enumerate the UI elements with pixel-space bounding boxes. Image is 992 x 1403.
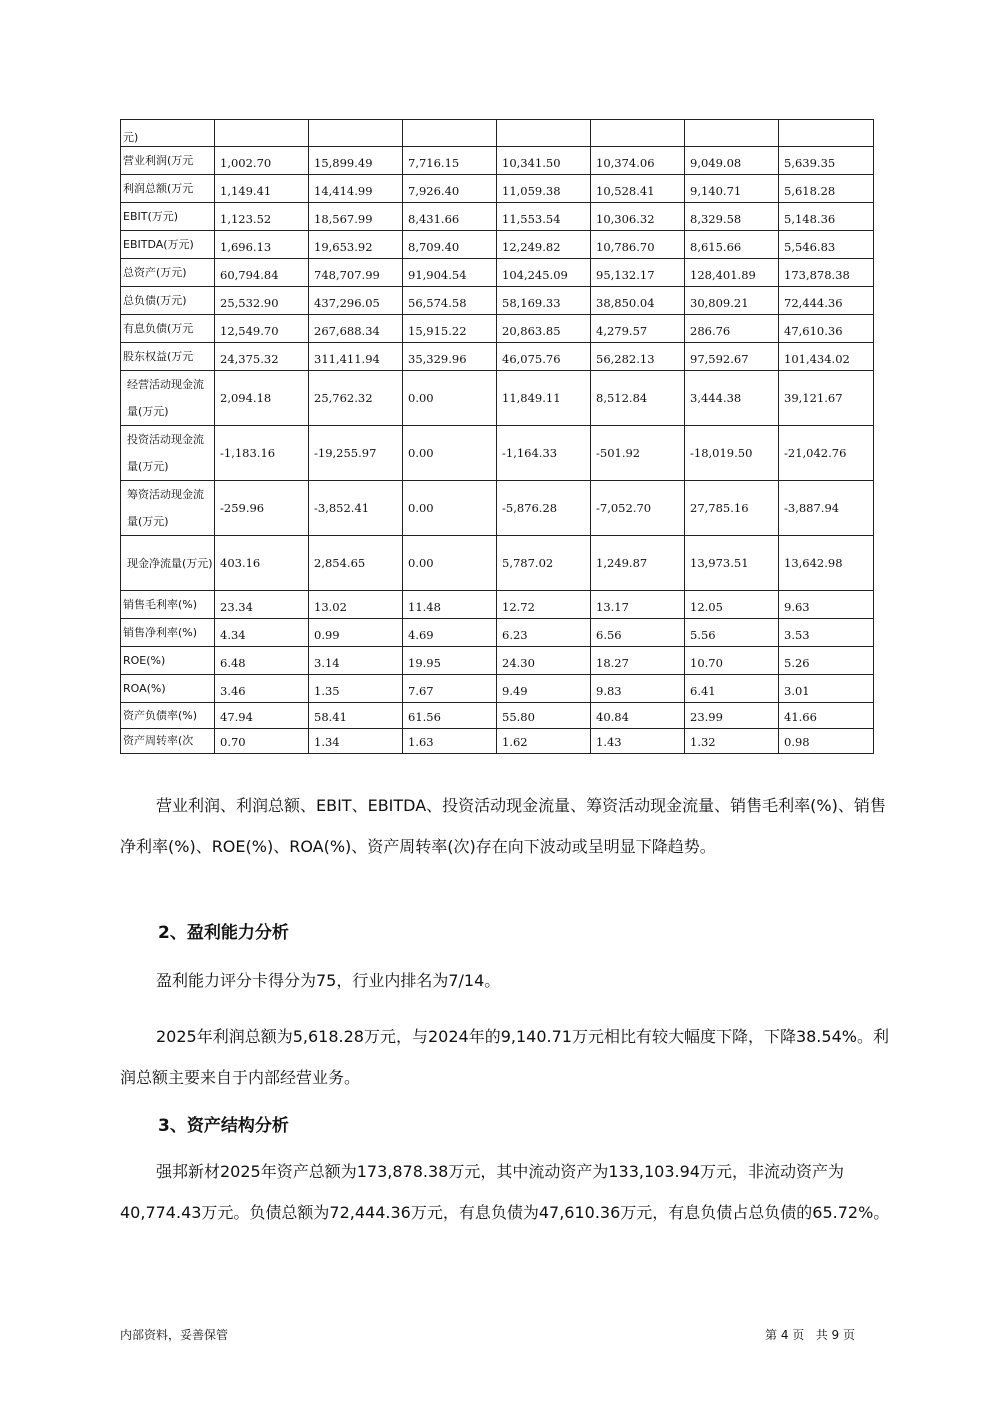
table-cell: 56,574.58 <box>403 287 497 315</box>
table-cell <box>309 120 403 147</box>
table-cell: 24.30 <box>497 647 591 675</box>
table-cell: 5,787.02 <box>497 536 591 591</box>
table-cell: 286.76 <box>685 315 779 343</box>
table-cell: 311,411.94 <box>309 343 403 371</box>
table-cell: 11,059.38 <box>497 175 591 203</box>
table-cell: 11.48 <box>403 591 497 619</box>
table-cell: 748,707.99 <box>309 259 403 287</box>
table-cell: 55.80 <box>497 703 591 729</box>
table-cell: 1.35 <box>309 675 403 703</box>
table-row <box>121 729 874 754</box>
profit-score-paragraph: 盈利能力评分卡得分为75，行业内排名为7/14。 <box>156 971 501 990</box>
table-row <box>121 343 874 371</box>
table-cell: 267,688.34 <box>309 315 403 343</box>
table-row <box>121 175 874 203</box>
table-cell: 1,249.87 <box>591 536 685 591</box>
table-cell: -3,852.41 <box>309 481 403 536</box>
table-cell: 3.01 <box>779 675 874 703</box>
table-cell: 27,785.16 <box>685 481 779 536</box>
table-cell: 1.34 <box>309 729 403 754</box>
row-label: 总资产(万元) <box>121 259 215 287</box>
table-cell: 0.00 <box>403 426 497 481</box>
row-label: 经营活动现金流量(万元) <box>121 371 215 426</box>
table-row <box>121 203 874 231</box>
row-label: 筹资活动现金流量(万元) <box>121 481 215 536</box>
table-cell: 1.62 <box>497 729 591 754</box>
table-cell: 23.99 <box>685 703 779 729</box>
table-cell: 9,049.08 <box>685 147 779 175</box>
table-cell: 0.00 <box>403 481 497 536</box>
row-label: 资产负债率(%) <box>121 703 215 729</box>
table-cell: 1,002.70 <box>215 147 309 175</box>
table-cell: 173,878.38 <box>779 259 874 287</box>
table-cell: 1.63 <box>403 729 497 754</box>
row-label: EBIT(万元) <box>121 203 215 231</box>
table-cell: 58.41 <box>309 703 403 729</box>
table-cell: -1,183.16 <box>215 426 309 481</box>
table-cell: 0.00 <box>403 536 497 591</box>
table-cell: 18,567.99 <box>309 203 403 231</box>
table-cell <box>591 120 685 147</box>
table-cell: 101,434.02 <box>779 343 874 371</box>
table-cell: 10,306.32 <box>591 203 685 231</box>
table-row <box>121 675 874 703</box>
profit-analysis-heading: 2、盈利能力分析 <box>158 923 289 943</box>
table-cell: 13.02 <box>309 591 403 619</box>
row-label: 现金净流量(万元) <box>121 536 215 591</box>
row-label: 投资活动现金流量(万元) <box>121 426 215 481</box>
table-cell: 1,149.41 <box>215 175 309 203</box>
table-cell: 7.67 <box>403 675 497 703</box>
row-label: 利润总额(万元 <box>121 175 215 203</box>
table-cell: 5.26 <box>779 647 874 675</box>
table-cell: 8,329.58 <box>685 203 779 231</box>
table-row <box>121 703 874 729</box>
table-cell: 5,148.36 <box>779 203 874 231</box>
table-cell: 12,249.82 <box>497 231 591 259</box>
table-cell: 35,329.96 <box>403 343 497 371</box>
table-cell: 56,282.13 <box>591 343 685 371</box>
row-label: ROA(%) <box>121 675 215 703</box>
table-row <box>121 259 874 287</box>
table-cell: 1.32 <box>685 729 779 754</box>
table-row <box>121 371 874 426</box>
table-cell: 8,615.66 <box>685 231 779 259</box>
table-cell: 20,863.85 <box>497 315 591 343</box>
table-row <box>121 481 874 536</box>
table-cell: 40.84 <box>591 703 685 729</box>
row-label: 营业利润(万元 <box>121 147 215 175</box>
table-cell: 9,140.71 <box>685 175 779 203</box>
table-cell: 6.41 <box>685 675 779 703</box>
row-label: 销售毛利率(%) <box>121 591 215 619</box>
table-cell: 8,512.84 <box>591 371 685 426</box>
table-cell: 13,642.98 <box>779 536 874 591</box>
table-row <box>121 315 874 343</box>
row-label: 销售净利率(%) <box>121 619 215 647</box>
table-cell: 10,374.06 <box>591 147 685 175</box>
table-cell: 5,546.83 <box>779 231 874 259</box>
table-cell: 1,123.52 <box>215 203 309 231</box>
table-cell: 5,639.35 <box>779 147 874 175</box>
table-cell: 12,549.70 <box>215 315 309 343</box>
financial-indicators-table <box>120 119 874 754</box>
table-cell: 95,132.17 <box>591 259 685 287</box>
table-cell: -501.92 <box>591 426 685 481</box>
table-cell: 15,915.22 <box>403 315 497 343</box>
table-cell: 47.94 <box>215 703 309 729</box>
row-label: 有息负债(万元 <box>121 315 215 343</box>
table-cell: 2,854.65 <box>309 536 403 591</box>
table-row <box>121 591 874 619</box>
table-cell: 2,094.18 <box>215 371 309 426</box>
table-cell: 61.56 <box>403 703 497 729</box>
table-cell: 19.95 <box>403 647 497 675</box>
table-cell: 97,592.67 <box>685 343 779 371</box>
table-cell: 7,926.40 <box>403 175 497 203</box>
table-cell: 437,296.05 <box>309 287 403 315</box>
table-cell: 38,850.04 <box>591 287 685 315</box>
table-cell: -19,255.97 <box>309 426 403 481</box>
table-cell: 24,375.32 <box>215 343 309 371</box>
table-cell: 10,341.50 <box>497 147 591 175</box>
table-cell: 30,809.21 <box>685 287 779 315</box>
table-cell <box>403 120 497 147</box>
table-cell: 3.14 <box>309 647 403 675</box>
table-cell: 60,794.84 <box>215 259 309 287</box>
table-cell <box>215 120 309 147</box>
table-cell: 403.16 <box>215 536 309 591</box>
table-cell: 9.63 <box>779 591 874 619</box>
table-cell: 9.83 <box>591 675 685 703</box>
table-cell: 11,553.54 <box>497 203 591 231</box>
table-cell: 5.56 <box>685 619 779 647</box>
row-label: ROE(%) <box>121 647 215 675</box>
table-cell: 15,899.49 <box>309 147 403 175</box>
footer-confidential: 内部资料，妥善保管 <box>120 1328 229 1342</box>
table-row <box>121 536 874 591</box>
table-cell: 72,444.36 <box>779 287 874 315</box>
row-label: 总负债(万元) <box>121 287 215 315</box>
table-cell: 8,431.66 <box>403 203 497 231</box>
table-cell: 0.98 <box>779 729 874 754</box>
table-cell: 23.34 <box>215 591 309 619</box>
table-cell: 3,444.38 <box>685 371 779 426</box>
table-cell: 3.53 <box>779 619 874 647</box>
table-cell: 5,618.28 <box>779 175 874 203</box>
table-cell: 0.70 <box>215 729 309 754</box>
table-cell: -21,042.76 <box>779 426 874 481</box>
row-label: EBITDA(万元) <box>121 231 215 259</box>
asset-structure-heading: 3、资产结构分析 <box>158 1116 289 1136</box>
table-row <box>121 287 874 315</box>
row-label: 资产周转率(次 <box>121 729 215 754</box>
table-cell: 13.17 <box>591 591 685 619</box>
table-cell: 46,075.76 <box>497 343 591 371</box>
table-cell <box>685 120 779 147</box>
table-cell: 10,528.41 <box>591 175 685 203</box>
footer-page-number: 第 4 页 共 9 页 <box>765 1328 855 1342</box>
table-cell: -1,164.33 <box>497 426 591 481</box>
table-cell: 25,762.32 <box>309 371 403 426</box>
table-cell: 47,610.36 <box>779 315 874 343</box>
table-cell: 11,849.11 <box>497 371 591 426</box>
table-row <box>121 619 874 647</box>
table-cell: 4.69 <box>403 619 497 647</box>
table-cell: 4.34 <box>215 619 309 647</box>
table-cell: 6.23 <box>497 619 591 647</box>
table-cell <box>497 120 591 147</box>
table-row <box>121 120 874 147</box>
asset-detail-paragraph: 强邦新材2025年资产总额为173,878.38万元，其中流动资产为133,103.94万元，非流动资产为40,774.43万元。负债总额为72,444.36万元，有息负债为47,610.36万元，有息负债占总负债的65.72%。 <box>120 1162 890 1222</box>
table-row <box>121 231 874 259</box>
table-row <box>121 647 874 675</box>
table-cell: 6.48 <box>215 647 309 675</box>
table-cell: -7,052.70 <box>591 481 685 536</box>
table-cell: 7,716.15 <box>403 147 497 175</box>
table-cell: 4,279.57 <box>591 315 685 343</box>
profit-detail-paragraph: 2025年利润总额为5,618.28万元，与2024年的9,140.71万元相比有较大幅度下降，下降38.54%。利润总额主要来自于内部经营业务。 <box>120 1027 889 1087</box>
table-cell: 39,121.67 <box>779 371 874 426</box>
table-cell: 8,709.40 <box>403 231 497 259</box>
table-row <box>121 147 874 175</box>
row-label: 元) <box>121 120 215 147</box>
table-cell: -5,876.28 <box>497 481 591 536</box>
table-cell: 0.99 <box>309 619 403 647</box>
table-cell: 41.66 <box>779 703 874 729</box>
table-cell: -18,019.50 <box>685 426 779 481</box>
table-cell: 91,904.54 <box>403 259 497 287</box>
table-cell: 12.05 <box>685 591 779 619</box>
table-row <box>121 426 874 481</box>
table-cell: -259.96 <box>215 481 309 536</box>
table-cell: 0.00 <box>403 371 497 426</box>
table-cell: -3,887.94 <box>779 481 874 536</box>
table-cell: 12.72 <box>497 591 591 619</box>
table-cell: 10,786.70 <box>591 231 685 259</box>
table-cell: 19,653.92 <box>309 231 403 259</box>
table-cell: 14,414.99 <box>309 175 403 203</box>
row-label: 股东权益(万元 <box>121 343 215 371</box>
table-cell: 13,973.51 <box>685 536 779 591</box>
table-cell: 58,169.33 <box>497 287 591 315</box>
table-cell <box>779 120 874 147</box>
table-cell: 3.46 <box>215 675 309 703</box>
table-cell: 18.27 <box>591 647 685 675</box>
table-cell: 1.43 <box>591 729 685 754</box>
table-cell: 25,532.90 <box>215 287 309 315</box>
table-cell: 10.70 <box>685 647 779 675</box>
table-cell: 6.56 <box>591 619 685 647</box>
table-cell: 1,696.13 <box>215 231 309 259</box>
table-cell: 104,245.09 <box>497 259 591 287</box>
table-cell: 9.49 <box>497 675 591 703</box>
summary-paragraph: 营业利润、利润总额、EBIT、EBITDA、投资活动现金流量、筹资活动现金流量、销售毛利率(%)、销售净利率(%)、ROE(%)、ROA(%)、资产周转率(次)存在向下波动或呈明显下降趋势。 <box>120 796 886 856</box>
table-cell: 128,401.89 <box>685 259 779 287</box>
